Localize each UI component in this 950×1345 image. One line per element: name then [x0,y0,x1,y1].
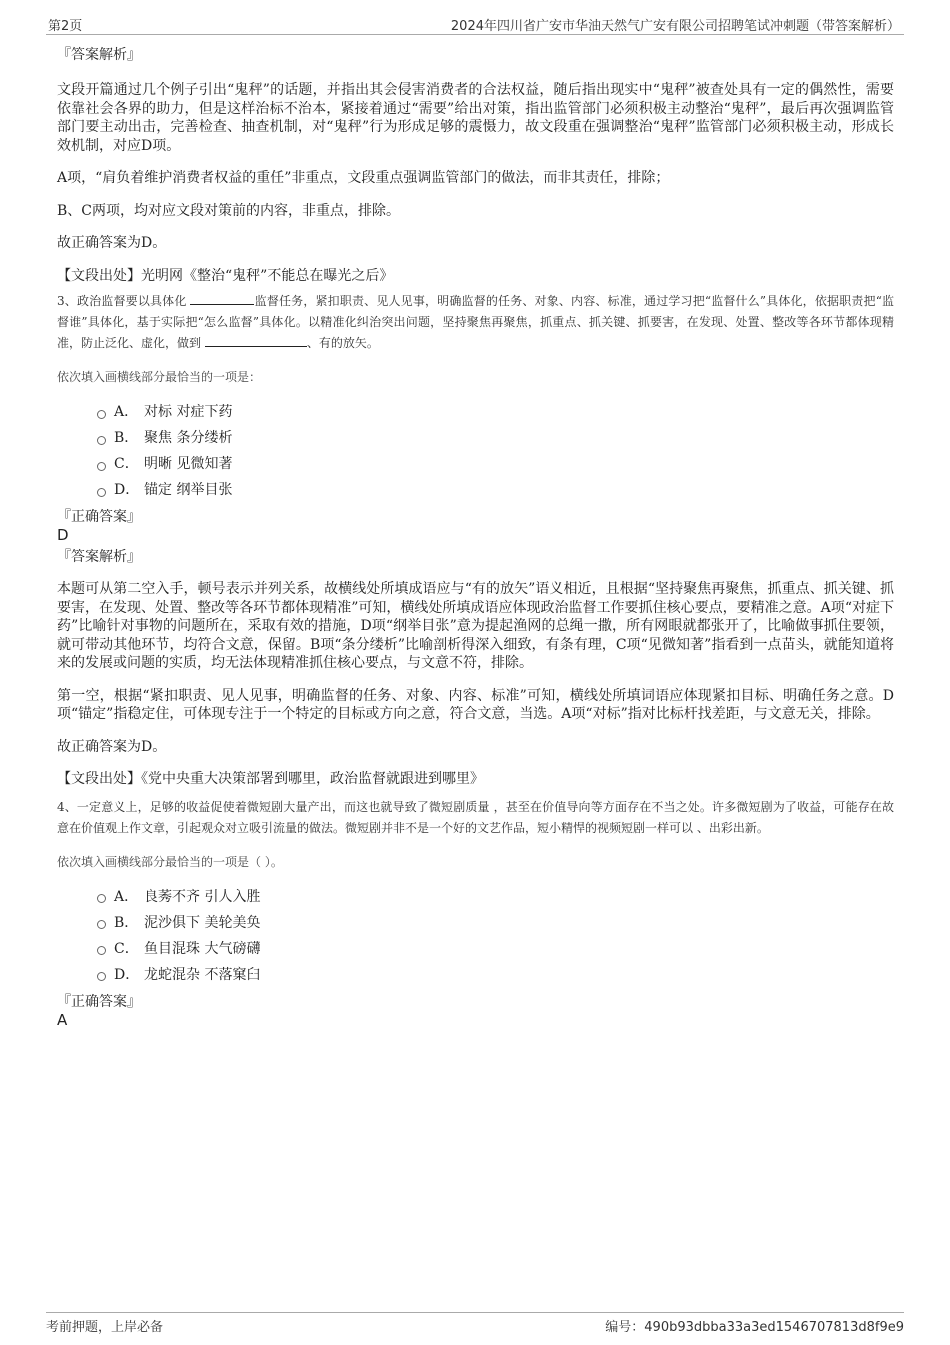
correct-answer-label: 『正确答案』 [57,993,141,1010]
analysis-label: 『答案解析』 [57,47,141,63]
option-b[interactable]: B． 聚焦 条分缕析 [97,424,894,450]
correct-answer: D [57,526,69,544]
radio-icon[interactable] [97,894,106,903]
radio-icon[interactable] [97,410,106,419]
document-title: 2024年四川省广安市华油天然气广安有限公司招聘笔试冲刺题（带答案解析） [450,19,900,34]
question-stem: 4、一定意义上，足够的收益促使着微短剧大量产出，而这也就导致了微短剧质量 ，甚至在价值导向等方面存在不当之处。许多微短剧为了收益，可能存在故意在价值观上作文章，引起观众对立吸引流量的做法。微短剧并非不是一个好的文艺作品，短小精悍的视频短剧一样可以 、出彩出新。 [57,799,894,835]
question-prompt: 依次填入画横线部分最恰当的一项是： [57,370,262,384]
page-content [57,44,894,1029]
analysis-label: 『答案解析』 [57,549,141,565]
radio-icon[interactable] [97,920,106,929]
question-prompt: 依次填入画横线部分最恰当的一项是（ ）。 [57,854,283,869]
correct-answer: A [57,1010,68,1029]
radio-icon[interactable] [97,488,106,497]
option-d[interactable]: D． 龙蛇混杂 不落窠臼 [97,961,894,987]
document-serial: 编号：490b93dbba33a3ed1546707813d8f9e9 [605,1320,904,1335]
option-list [57,398,894,502]
option-b[interactable]: B． 泥沙俱下 美轮美奂 [97,909,894,935]
radio-icon[interactable] [97,436,106,445]
radio-icon[interactable] [97,972,106,981]
source-citation: 【文段出处】《党中央重大决策部署到哪里，政治监督就跟进到哪里》 [57,771,484,787]
option-list [57,883,894,987]
footer-slogan: 考前押题，上岸必备 [46,1320,164,1335]
fill-blank [205,334,307,347]
fill-blank [190,292,254,305]
radio-icon[interactable] [97,946,106,955]
page-header [46,14,904,35]
answer-summary: 故正确答案为D。 [57,235,167,251]
correct-answer-label: 『正确答案』 [57,509,141,525]
analysis-paragraph: B、C两项，均对应文段对策前的内容，非重点，排除。 [57,202,400,219]
answer-summary: 故正确答案为D。 [57,738,167,755]
option-c[interactable]: C． 明晰 见微知著 [97,450,894,476]
question-stem: 3、政治监督要以具体化 监督任务，紧扣职责、见人见事，明确监督的任务、对象、内容、标准，通过学习把“监督什么”具体化，依据职责把“监督谁”具体化，基于实际把“怎么监督”具体化。以精准化纠治突出问题，坚持聚焦再聚焦，抓重点、抓关键、抓要害，在发现、处置、整改等各环节都体现精准，防止泛化、虚化，做到 、有的放矢。 [57,294,894,350]
option-c[interactable]: C． 鱼目混珠 大气磅礴 [97,935,894,961]
source-citation: 【文段出处】光明网《整治“鬼秤”不能总在曝光之后》 [57,267,394,284]
analysis-paragraph: 第一空，根据“紧扣职责、见人见事，明确监督的任务、对象、内容、标准”可知，横线处所填词语应体现紧扣目标、明确任务之意。D项“锚定”指稳定住，可体现专注于一个特定的目标或方向之意，符合文意，当选。A项“对标”指对比标杆找差距，与文意无关，排除。 [57,687,894,722]
analysis-paragraph: 文段开篇通过几个例子引出“鬼秤”的话题，并指出其会侵害消费者的合法权益，随后指出现实中“鬼秤”被查处具有一定的偶然性，需要依靠社会各界的助力，但是这样治标不治本，紧接着通过“需要”给出对策，指出监管部门必须积极主动整治“鬼秤”，最后再次强调监管部门要主动出击，完善检查、抽查机制，对“鬼秤”行为形成足够的震慑力，故文段重在强调整治“鬼秤”监管部门必须积极主动，形成长效机制，对应D项。 [57,82,894,154]
page-footer [46,1312,904,1335]
radio-icon[interactable] [97,462,106,471]
analysis-paragraph: 本题可从第二空入手，顿号表示并列关系，故横线处所填成语应与“有的放矢”语义相近，且根据“坚持聚焦再聚焦，抓重点、抓关键、抓要害，在发现、处置、整改等各环节都体现精准”可知，横线处所填成语应体现政治监督工作要抓住核心要点，要精准之意。A项“对症下药”比喻针对事物的问题所在，采取有效的措施，D项“纲举目张”意为提起渔网的总绳一撒，所有网眼就都张开了，比喻做事抓住要领，就可带动其他环节，均符合文意，保留。B项“条分缕析”比喻剖析得深入细致，有条有理，C项“见微知著”指看到一点苗头，就能知道将来的发展或问题的实质，均无法体现精准抓住核心要点，与文意不符，排除。 [57,581,894,671]
option-a[interactable]: A． 良莠不齐 引人入胜 [97,883,894,909]
analysis-paragraph: A项，“肩负着维护消费者权益的重任”非重点，文段重点强调监管部门的做法，而非其责任，排除； [57,170,670,186]
option-d[interactable]: D． 锚定 纲举目张 [97,476,894,502]
option-a[interactable]: A． 对标 对症下药 [97,398,894,424]
page-number: 第2页 [48,19,83,34]
